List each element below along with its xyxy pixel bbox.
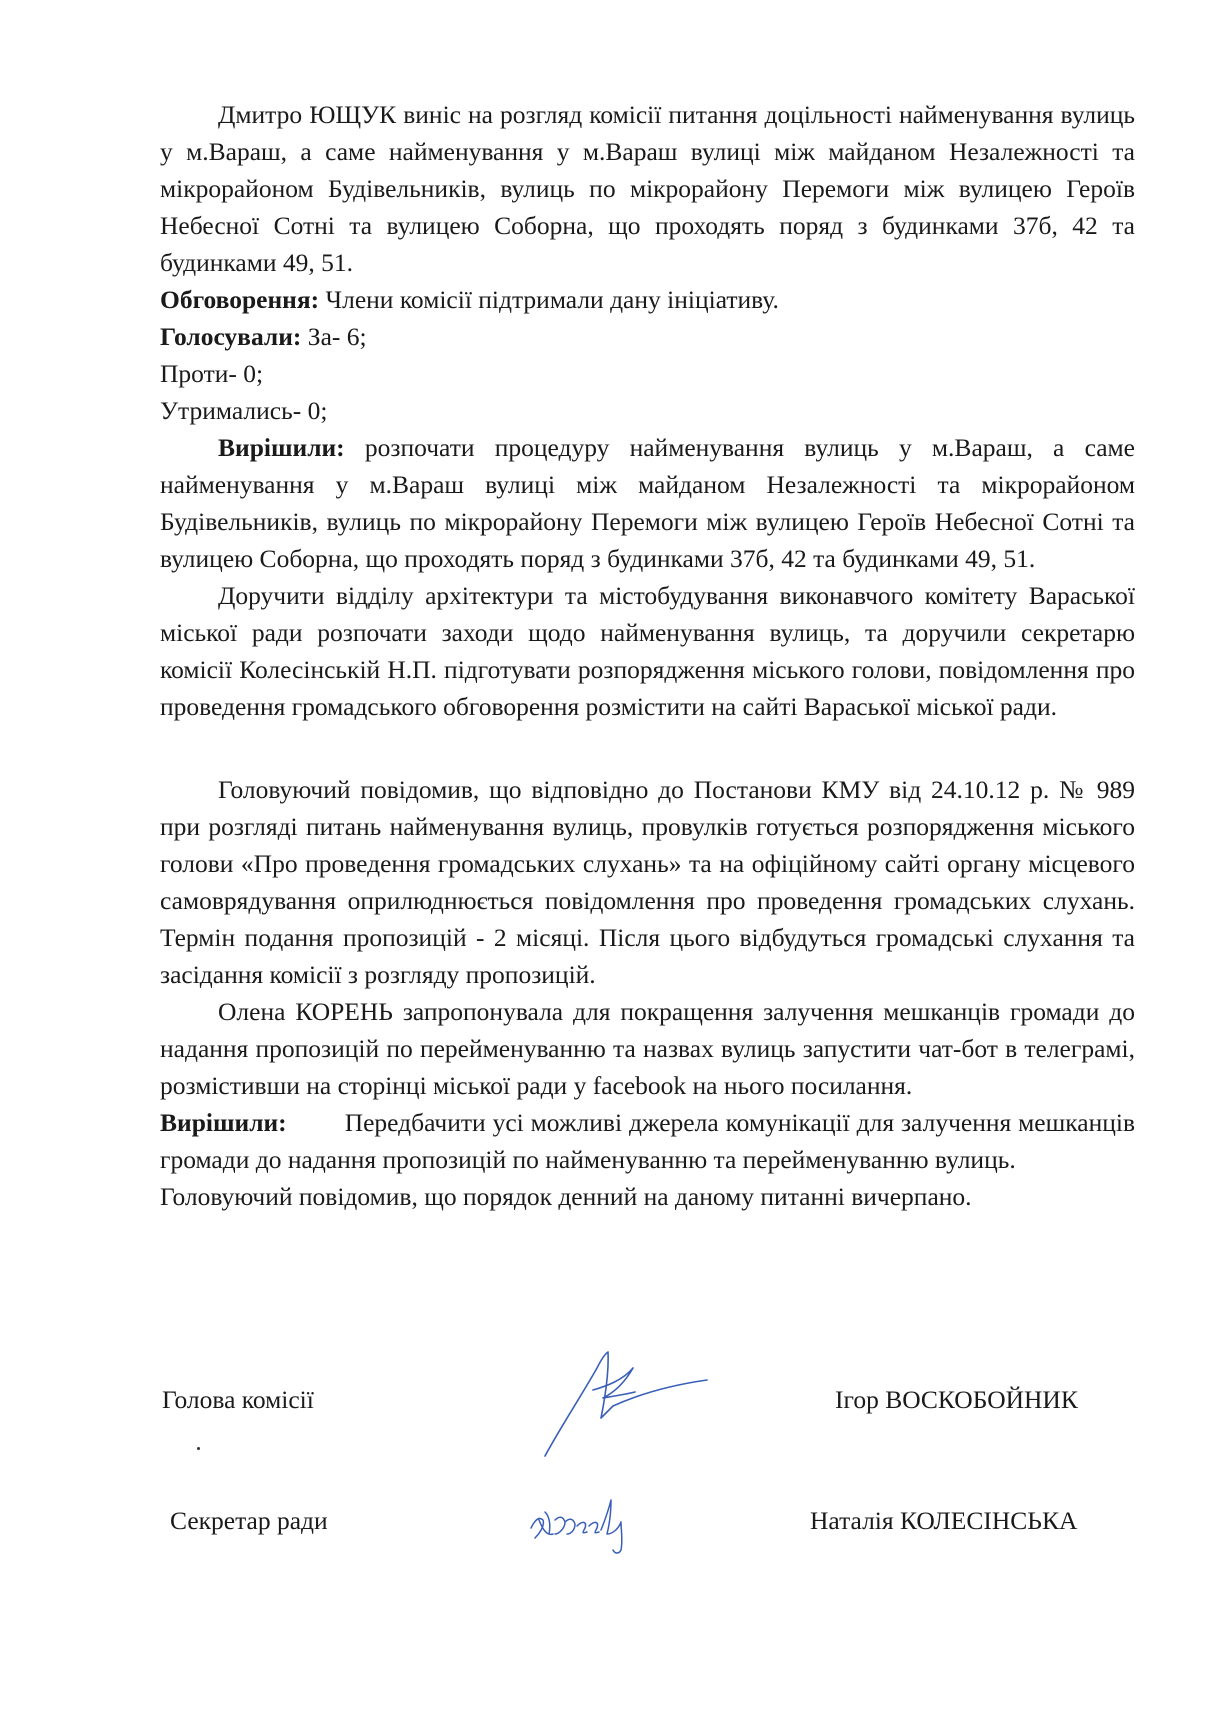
secretary-name: Наталія КОЛЕСІНСЬКА <box>810 1506 1078 1535</box>
ink-dot <box>197 1447 200 1450</box>
chair-name: Ігор ВОСКОБОЙНИК <box>835 1385 1078 1414</box>
decision-paragraph-1 <box>160 429 1135 577</box>
document-body <box>160 96 1135 1215</box>
secretary-title: Секретар ради <box>170 1506 328 1535</box>
paragraph-koren: Олена КОРЕНЬ запропонувала для покращення залучення мешканців громади до надання пропозицій по перейменуванню та назвах вулиць запустити чат-бот в телеграмі, розмістивши на сторінці міської ради у facebook на нього посилання. <box>160 997 1135 1100</box>
paragraph-assignment: Доручити відділу архітектури та містобудування виконавчого комітету Вараської міської ради розпочати заходи щодо найменування вулиць, та доручили секретарю комісії Колесінській Н.П. підготувати розпорядження міського голови, повідомлення про проведення громадського обговорення розмістити на сайті Вараської міської ради. <box>160 581 1135 721</box>
vote-for-line <box>160 318 1135 355</box>
vote-abstained-line: Утримались- 0; <box>160 396 328 425</box>
vote-label: Голосували: <box>160 322 302 351</box>
paragraph-chair-closing: Головуючий повідомив, що порядок денний на даному питанні вичерпано. <box>160 1182 972 1211</box>
decision-label-2: Вирішили: <box>160 1108 287 1137</box>
decision-text-1: розпочати процедуру найменування вулиць у м.Вараш, а саме найменування у м.Вараш вулиці між майданом Незалежності та мікрорайоном Будівельників, вулиць по мікрорайону Перемоги між вулицею Героїв Небесної Сотні та вулицею Соборна, що проходять поряд з будинками 37б, 42 та будинками 49, 51. <box>160 433 1135 573</box>
vote-against-line: Проти- 0; <box>160 359 264 388</box>
paragraph-gap <box>160 725 1135 771</box>
secretary-signature-image <box>525 1490 645 1560</box>
decision-paragraph-2 <box>160 1104 1135 1178</box>
vote-for: За- 6; <box>301 322 367 351</box>
paragraph-chair-report: Головуючий повідомив, що відповідно до Постанови КМУ від 24.10.12 р. № 989 при розгляді питань найменування вулиць, провулків готується розпорядження міського голови «Про проведення громадських слухань» та на офіційному сайті органу місцевого самоврядування оприлюднюється повідомлення про проведення громадських слухань. Термін подання пропозицій - 2 місяці. Після цього відбудуться громадські слухання та засідання комісії з розгляду пропозицій. <box>160 775 1135 989</box>
discussion-line <box>160 281 1135 318</box>
chair-title: Голова комісії <box>162 1385 314 1414</box>
paragraph-yushchuk: Дмитро ЮЩУК виніс на розгляд комісії питання доцільності найменування вулиць у м.Вараш, а саме найменування у м.Вараш вулиці між майданом Незалежності та мікрорайоном Будівельників, вулиць по мікрорайону Перемоги між вулицею Героїв Небесної Сотні та вулицею Соборна, що проходять поряд з будинками 37б, 42 та будинками 49, 51. <box>160 100 1135 277</box>
decision-label-1: Вирішили: <box>218 433 345 462</box>
discussion-text: Члени комісії підтримали дану ініціативу. <box>319 285 779 314</box>
chair-signature-image <box>535 1348 715 1463</box>
discussion-label: Обговорення: <box>160 285 320 314</box>
decision-text-2: Передбачити усі можливі джерела комунікації для залучення мешканців громади до надання пропозицій по найменуванню та перейменуванню вулиць. <box>160 1108 1135 1174</box>
